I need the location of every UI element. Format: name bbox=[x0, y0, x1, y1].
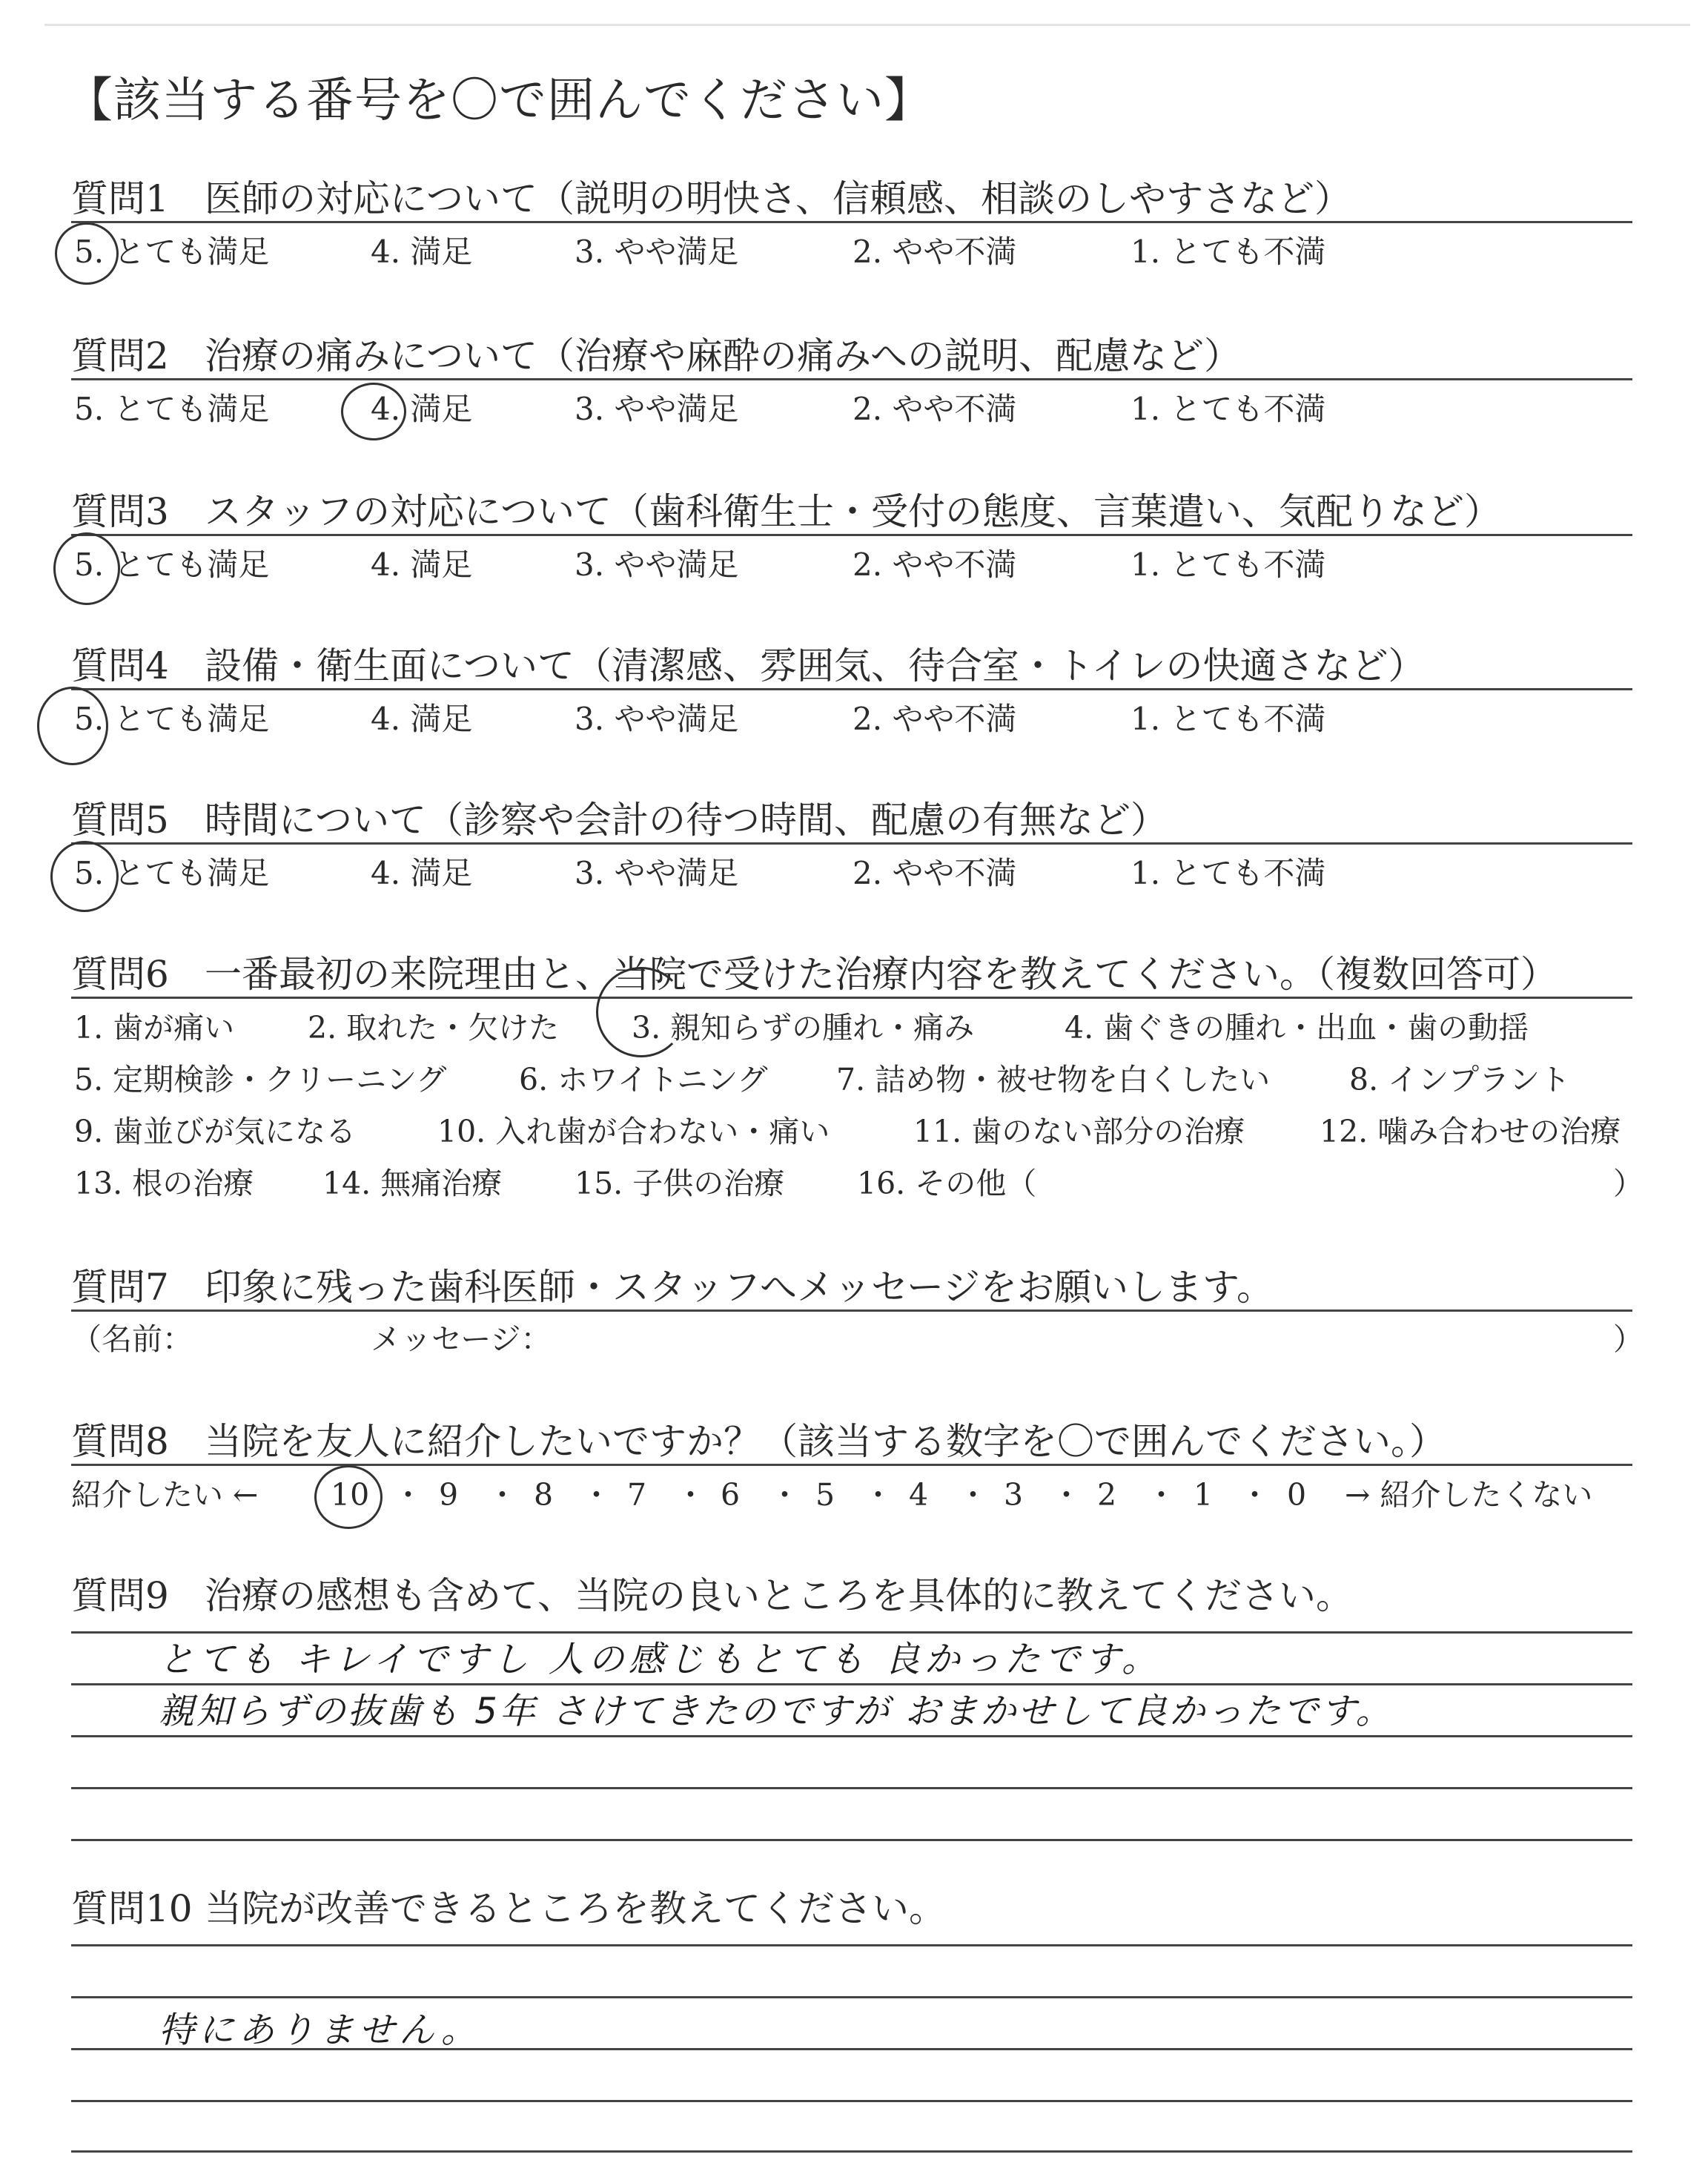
option-3[interactable]: 3. やや満足 bbox=[575, 391, 739, 427]
scale-6[interactable]: 6 bbox=[721, 1477, 741, 1513]
scale-left-label: 紹介したい ← bbox=[71, 1477, 259, 1513]
question-number: 質問9 bbox=[71, 1574, 169, 1617]
question-text: 医師の対応について（説明の明快さ、信頼感、相談のしやすさなど） bbox=[205, 177, 1351, 220]
page-title: 【該当する番号を〇で囲んでください】 bbox=[65, 73, 933, 128]
selection-circle bbox=[50, 841, 119, 912]
option-1[interactable]: 1. 歯が痛い bbox=[74, 1010, 235, 1046]
question-text: 印象に残った歯科医師・スタッフへメッセージをお願いします。 bbox=[205, 1266, 1274, 1309]
selection-circle bbox=[53, 532, 120, 605]
question-rule bbox=[71, 221, 1632, 223]
selection-circle bbox=[37, 687, 108, 765]
question-rule bbox=[71, 1464, 1632, 1466]
option-4[interactable]: 4. 満足 bbox=[371, 234, 473, 270]
option-1[interactable]: 1. とても不満 bbox=[1131, 701, 1326, 737]
scale-dot: ・ bbox=[487, 1477, 517, 1513]
option-1[interactable]: 1. とても不満 bbox=[1131, 546, 1326, 583]
writing-line bbox=[71, 1683, 1632, 1685]
question-1 bbox=[71, 169, 1628, 228]
question-5 bbox=[71, 790, 1628, 850]
writing-line bbox=[71, 1787, 1632, 1789]
question-rule bbox=[71, 378, 1632, 380]
question-6 bbox=[71, 945, 1628, 1004]
option-6[interactable]: 6. ホワイトニング bbox=[519, 1062, 768, 1097]
option-4[interactable]: 4. 満足 bbox=[371, 391, 473, 427]
scale-4[interactable]: 4 bbox=[909, 1477, 929, 1513]
writing-line bbox=[71, 1996, 1632, 1998]
question-8 bbox=[71, 1412, 1628, 1471]
scale-1[interactable]: 1 bbox=[1194, 1477, 1214, 1513]
question-rule bbox=[71, 1309, 1632, 1312]
question-number: 質問5 bbox=[71, 799, 169, 842]
option-3[interactable]: 3. やや満足 bbox=[575, 546, 739, 583]
option-9[interactable]: 9. 歯並びが気になる bbox=[74, 1114, 357, 1149]
writing-line bbox=[71, 1944, 1632, 1946]
writing-line bbox=[71, 1735, 1632, 1737]
question-number: 質問4 bbox=[71, 644, 169, 687]
question-text: 治療の感想も含めて、当院の良いところを具体的に教えてください。 bbox=[205, 1574, 1353, 1617]
question-number: 質問2 bbox=[71, 334, 169, 377]
question-number: 質問8 bbox=[71, 1420, 169, 1463]
handwritten-answer-line: 親知らずの抜歯も 5年 さけてきたのですが おまかせして良かったです。 bbox=[159, 1691, 1394, 1732]
option-1[interactable]: 1. とても不満 bbox=[1131, 391, 1326, 427]
scale-dot: ・ bbox=[675, 1477, 706, 1513]
question-rule bbox=[71, 997, 1632, 999]
option-10[interactable]: 10. 入れ歯が合わない・痛い bbox=[437, 1114, 830, 1149]
option-5[interactable]: 5. とても満足 bbox=[74, 234, 270, 270]
question-text: 時間について（診察や会計の待つ時間、配慮の有無など） bbox=[205, 799, 1168, 842]
option-1[interactable]: 1. とても不満 bbox=[1131, 855, 1326, 891]
question-2 bbox=[71, 326, 1628, 386]
option-5[interactable]: 5. 定期検診・クリーニング bbox=[74, 1062, 447, 1097]
writing-line bbox=[71, 2100, 1632, 2102]
scale-right-label: → 紹介したくない bbox=[1345, 1477, 1593, 1513]
option-2[interactable]: 2. やや不満 bbox=[853, 546, 1017, 583]
option-1[interactable]: 1. とても不満 bbox=[1131, 234, 1326, 270]
question-number: 質問1 bbox=[71, 177, 169, 220]
question-7 bbox=[71, 1258, 1628, 1317]
question-4 bbox=[71, 636, 1628, 696]
option-4[interactable]: 4. 満足 bbox=[371, 701, 473, 737]
option-2[interactable]: 2. 取れた・欠けた bbox=[308, 1010, 560, 1046]
option-5[interactable]: 5. とても満足 bbox=[74, 391, 270, 427]
question-rule bbox=[71, 688, 1632, 690]
question-number: 質問3 bbox=[71, 490, 169, 533]
question-text: 当院が改善できるところを教えてください。 bbox=[205, 1887, 946, 1930]
scale-2[interactable]: 2 bbox=[1097, 1477, 1117, 1513]
option-14[interactable]: 14. 無痛治療 bbox=[322, 1166, 503, 1201]
writing-line bbox=[71, 2150, 1632, 2153]
selection-circle bbox=[314, 1465, 383, 1529]
option-4[interactable]: 4. 満足 bbox=[371, 855, 473, 891]
scale-10[interactable]: 10 bbox=[331, 1477, 370, 1513]
question-text: スタッフの対応について（歯科衛生士・受付の態度、言葉遣い、気配りなど） bbox=[205, 490, 1501, 533]
question-9 bbox=[71, 1566, 1628, 1625]
option-2[interactable]: 2. やや不満 bbox=[853, 234, 1017, 270]
question-text: 設備・衛生面について（清潔感、雰囲気、待合室・トイレの快適さなど） bbox=[205, 644, 1426, 687]
scale-dot: ・ bbox=[581, 1477, 612, 1513]
name-label: （名前： bbox=[71, 1321, 193, 1357]
question-rule bbox=[71, 842, 1632, 845]
option-2[interactable]: 2. やや不満 bbox=[853, 701, 1017, 737]
top-border bbox=[44, 24, 1690, 26]
option-5[interactable]: 5. とても満足 bbox=[74, 701, 270, 737]
scale-8[interactable]: 8 bbox=[534, 1477, 554, 1513]
option-2[interactable]: 2. やや不満 bbox=[853, 391, 1017, 427]
scale-dot: ・ bbox=[958, 1477, 988, 1513]
scale-dot: ・ bbox=[1239, 1477, 1270, 1513]
scale-dot: ・ bbox=[863, 1477, 893, 1513]
selection-circle bbox=[55, 222, 119, 285]
option-8[interactable]: 8. インプラント bbox=[1349, 1062, 1571, 1097]
scale-dot: ・ bbox=[393, 1477, 423, 1513]
other-close-paren: ） bbox=[1613, 1166, 1644, 1201]
option-15[interactable]: 15. 子供の治療 bbox=[575, 1166, 785, 1201]
scale-dot: ・ bbox=[1146, 1477, 1176, 1513]
close-paren: ） bbox=[1613, 1321, 1644, 1357]
handwritten-answer-line: とても キレイですし 人の感じもとても 良かったです。 bbox=[159, 1639, 1162, 1680]
question-number: 質問7 bbox=[71, 1266, 169, 1309]
option-7[interactable]: 7. 詰め物・被せ物を白くしたい bbox=[836, 1062, 1271, 1097]
selection-circle bbox=[596, 967, 686, 1057]
scale-5[interactable]: 5 bbox=[815, 1477, 835, 1513]
scale-3[interactable]: 3 bbox=[1004, 1477, 1024, 1513]
question-3 bbox=[71, 482, 1628, 541]
question-number: 質問10 bbox=[71, 1887, 193, 1930]
question-number: 質問6 bbox=[71, 953, 169, 996]
option-13[interactable]: 13. 根の治療 bbox=[74, 1166, 254, 1201]
option-12[interactable]: 12. 噛み合わせの治療 bbox=[1320, 1114, 1621, 1149]
option-11[interactable]: 11. 歯のない部分の治療 bbox=[913, 1114, 1245, 1149]
question-text: 治療の痛みについて（治療や麻酔の痛みへの説明、配慮など） bbox=[205, 334, 1241, 377]
question-10 bbox=[71, 1879, 1628, 1938]
scale-7[interactable]: 7 bbox=[627, 1477, 647, 1513]
option-5[interactable]: 5. とても満足 bbox=[74, 855, 270, 891]
question-rule bbox=[71, 534, 1632, 536]
scale-dot: ・ bbox=[1051, 1477, 1082, 1513]
option-4[interactable]: 4. 満足 bbox=[371, 546, 473, 583]
option-16[interactable]: 16. その他（ bbox=[857, 1166, 1037, 1201]
question-text: 当院を友人に紹介したいですか？（該当する数字を〇で囲んでください。） bbox=[205, 1420, 1446, 1463]
option-3[interactable]: 3. やや満足 bbox=[575, 701, 739, 737]
option-3[interactable]: 3. 親知らずの腫れ・痛み bbox=[632, 1010, 975, 1046]
scale-dot: ・ bbox=[769, 1477, 800, 1513]
scale-0[interactable]: 0 bbox=[1287, 1477, 1307, 1513]
writing-line bbox=[71, 1631, 1632, 1634]
scale-9[interactable]: 9 bbox=[439, 1477, 459, 1513]
option-2[interactable]: 2. やや不満 bbox=[853, 855, 1017, 891]
message-label: メッセージ： bbox=[371, 1321, 552, 1357]
handwritten-answer-line: 特にありません。 bbox=[159, 2009, 481, 2051]
question-text: 一番最初の来院理由と、当院で受けた治療内容を教えてください。（複数回答可） bbox=[205, 953, 1558, 996]
option-3[interactable]: 3. やや満足 bbox=[575, 234, 739, 270]
selection-circle bbox=[341, 383, 406, 440]
writing-line bbox=[71, 1839, 1632, 1841]
option-5[interactable]: 5. とても満足 bbox=[74, 546, 270, 583]
option-3[interactable]: 3. やや満足 bbox=[575, 855, 739, 891]
option-4[interactable]: 4. 歯ぐきの腫れ・出血・歯の動揺 bbox=[1065, 1010, 1529, 1046]
